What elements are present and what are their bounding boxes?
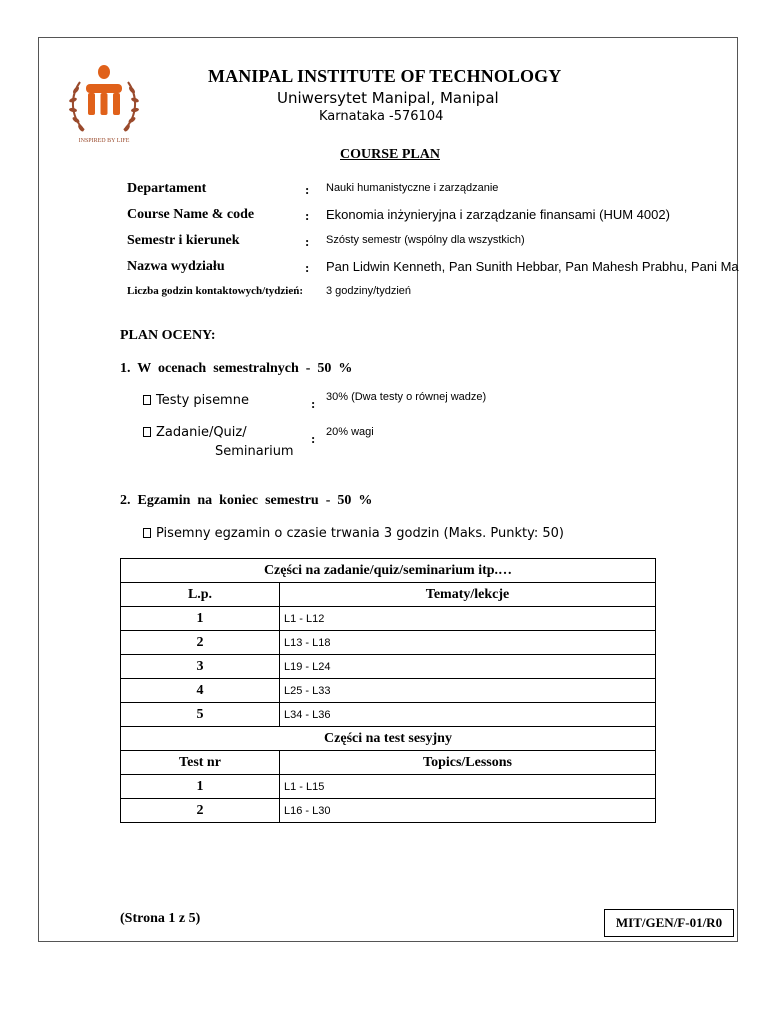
table-title-tests: Części na test sesyjny bbox=[121, 727, 656, 751]
column-header-lessons: Topics/Lessons bbox=[280, 751, 656, 775]
row-topics: L34 - L36 bbox=[280, 703, 656, 727]
institute-name: MANIPAL INSTITUTE OF TECHNOLOGY bbox=[208, 66, 562, 86]
info-colon: : bbox=[305, 260, 310, 275]
plan-heading: PLAN OCENY: bbox=[120, 328, 216, 343]
checkbox-icon bbox=[143, 528, 151, 538]
column-header-test-no: Test nr bbox=[121, 751, 280, 775]
column-header-no: L.p. bbox=[121, 583, 280, 607]
table-title-assignments: Części na zadanie/quiz/seminarium itp.… bbox=[121, 559, 656, 583]
item-label: Pisemny egzamin o czasie trwania 3 godzin (Maks. Punkty: 50) bbox=[156, 526, 564, 541]
logo-motto: INSPIRED BY LIFE bbox=[78, 138, 130, 144]
section1-item-tests bbox=[143, 393, 249, 408]
table-row bbox=[121, 679, 656, 703]
page-number: (Strona 1 z 5) bbox=[120, 911, 201, 926]
item-colon: : bbox=[311, 431, 316, 446]
document-title: COURSE PLAN bbox=[340, 147, 440, 162]
column-header-topics: Tematy/lekcje bbox=[280, 583, 656, 607]
item-value-assignment: 20% wagi bbox=[326, 426, 374, 438]
row-number: 3 bbox=[121, 655, 280, 679]
info-label-department: Departament bbox=[127, 181, 207, 196]
row-number: 1 bbox=[121, 775, 280, 799]
checkbox-icon bbox=[143, 395, 151, 405]
table-row bbox=[121, 703, 656, 727]
checkbox-icon bbox=[143, 427, 151, 437]
table-row bbox=[121, 799, 656, 823]
info-label-hours: Liczba godzin kontaktowych/tydzień: bbox=[127, 285, 304, 297]
item-colon: : bbox=[311, 396, 316, 411]
info-colon: : bbox=[305, 234, 310, 249]
table-row bbox=[121, 631, 656, 655]
table-row bbox=[121, 607, 656, 631]
section1-heading: 1. W ocenach semestralnych - 50 % bbox=[120, 361, 353, 376]
lessons-table bbox=[120, 558, 656, 823]
location: Karnataka -576104 bbox=[319, 109, 444, 124]
info-label-faculty: Nazwa wydziału bbox=[127, 259, 225, 274]
section2-item-exam bbox=[143, 526, 564, 541]
info-value-course: Ekonomia inżynieryjna i zarządzanie finansami (HUM 4002) bbox=[326, 207, 670, 222]
row-topics: L13 - L18 bbox=[280, 631, 656, 655]
section1-item-assignment bbox=[143, 425, 247, 440]
row-number: 2 bbox=[121, 631, 280, 655]
info-label-semester: Semestr i kierunek bbox=[127, 233, 240, 248]
info-colon: : bbox=[305, 208, 310, 223]
row-topics: L1 - L12 bbox=[280, 607, 656, 631]
info-value-faculty: Pan Lidwin Kenneth, Pan Sunith Hebbar, Pan Mahesh Prabhu, Pani Ma bbox=[326, 259, 739, 274]
row-topics: L25 - L33 bbox=[280, 679, 656, 703]
table-row bbox=[121, 655, 656, 679]
info-value-hours: 3 godziny/tydzień bbox=[326, 285, 411, 297]
info-label-course: Course Name & code bbox=[127, 207, 255, 222]
section2-heading: 2. Egzamin na koniec semestru - 50 % bbox=[120, 493, 373, 508]
item-label-line2: Seminarium bbox=[215, 444, 294, 459]
university-name: Uniwersytet Manipal, Manipal bbox=[277, 89, 499, 107]
row-topics: L1 - L15 bbox=[280, 775, 656, 799]
row-number: 4 bbox=[121, 679, 280, 703]
row-number: 1 bbox=[121, 607, 280, 631]
item-label: Zadanie/Quiz/ bbox=[156, 425, 247, 440]
info-colon: : bbox=[305, 182, 310, 197]
row-topics: L19 - L24 bbox=[280, 655, 656, 679]
row-number: 2 bbox=[121, 799, 280, 823]
document-code: MIT/GEN/F-01/R0 bbox=[604, 909, 734, 937]
info-value-department: Nauki humanistyczne i zarządzanie bbox=[326, 182, 499, 194]
item-value-tests: 30% (Dwa testy o równej wadze) bbox=[326, 391, 487, 403]
info-value-semester: Szósty semestr (wspólny dla wszystkich) bbox=[326, 234, 525, 246]
manipal-logo bbox=[66, 60, 142, 146]
item-label: Testy pisemne bbox=[156, 393, 249, 408]
row-number: 5 bbox=[121, 703, 280, 727]
table-row bbox=[121, 775, 656, 799]
row-topics: L16 - L30 bbox=[280, 799, 656, 823]
